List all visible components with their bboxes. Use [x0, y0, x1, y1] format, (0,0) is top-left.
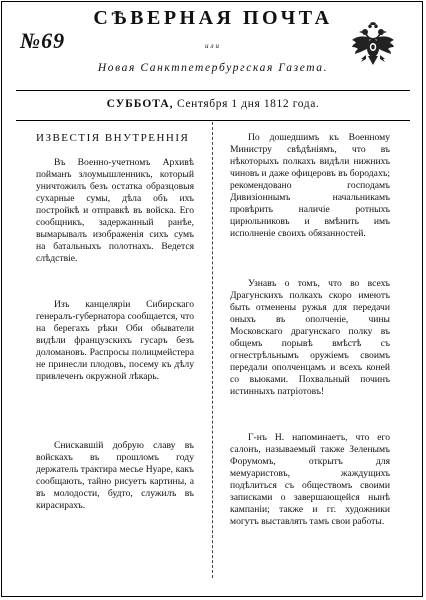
right-article-2: [230, 278, 390, 398]
newspaper-subtitle: Новая Санктпетербургская Газета.: [97, 62, 329, 74]
article-text: Изъ канцеляріи Сибирскаго генералъ-губернатора сообщается, что на берегахъ рѣки Оби обыватели видѣли французскихъ гусаръ безъ доломановъ. Распросы полицмейстера не принесли плодовъ, посему къ дѣлу привлеченъ окружной лѣкарь.: [36, 299, 194, 382]
left-article-2: [36, 299, 194, 383]
right-article-3: [230, 432, 390, 528]
issue-number: №69: [20, 28, 66, 53]
article-text: Снискавшій добрую славу въ войскахъ въ прошломъ году держатель трактира месье Нуаре, какъ сообщають, тайно рисуетъ картины, а въ молодости, будто, служилъ въ кирасирахъ.: [36, 440, 194, 511]
article-text: Въ Военно-учетномъ Архивѣ пойманъ злоумышленникъ, который уничтожилъ безъ остатка образцовыя сухарные сумы, дѣла объ ихъ постройкѣ и отправкѣ въ войска. Его сообщникъ, задержанный ранѣе, вымарывалъ изображенія сихъ сумъ на батальныхъ полотнахъ. Ведется слѣдствіе.: [36, 157, 194, 264]
column-divider: [212, 122, 213, 578]
section-heading: ИЗВЕСТІЯ ВНУТРЕННІЯ: [36, 132, 190, 144]
header-rule-bottom: [16, 120, 410, 121]
header-rule-top: [16, 90, 410, 91]
newspaper-page: [1, 1, 423, 597]
newspaper-title: СѢВЕРНАЯ ПОЧТА: [93, 7, 333, 29]
left-article-3: [36, 440, 194, 512]
double-headed-eagle-icon: [350, 22, 396, 68]
article-text: По дошедшимъ къ Военному Министру свѣдѣніямъ, что въ нѣкоторыхъ полкахъ видѣли нижнихъ чиновъ и даже офицеровъ въ бородахъ; рекомендовано господамъ Дивизіоннымъ начальникамъ провѣрить наличіе ротныхъ цирюльниковъ и вмѣнить имъ исполненіе своихъ обязанностей.: [230, 132, 390, 239]
dateline: [2, 98, 424, 110]
dateline-date: Сентября 1 дня 1812 года.: [177, 98, 320, 110]
right-article-1: [230, 132, 390, 240]
article-text: Г-нъ Н. напоминаетъ, что его салонъ, называемый также Зеленымъ Форумомъ, открытъ для мемуаристовъ, жаждущихъ подѣлиться съ обществомъ своими записками о завершающейся нынѣ кампаніи; также и гг. художники могутъ выставлять тамъ свои работы.: [230, 432, 390, 527]
dateline-day: СУББОТА,: [106, 98, 174, 110]
title-conjunction: или: [204, 42, 222, 50]
article-text: Узнавъ о томъ, что во всехъ Драгунскихъ полкахъ скоро имеютъ быть отменены ружья для передачи оныхъ въ ополченіе, чины Московскаго драгунскаго полку въ общемъ порывѣ вмѣстѣ съ огнестрѣльнымъ оружіемъ своимъ передали ополченцамъ и всехъ коней со вьюками. Похвальный починъ истинныхъ патріотовъ!: [230, 278, 390, 397]
left-article-1: [36, 157, 194, 265]
